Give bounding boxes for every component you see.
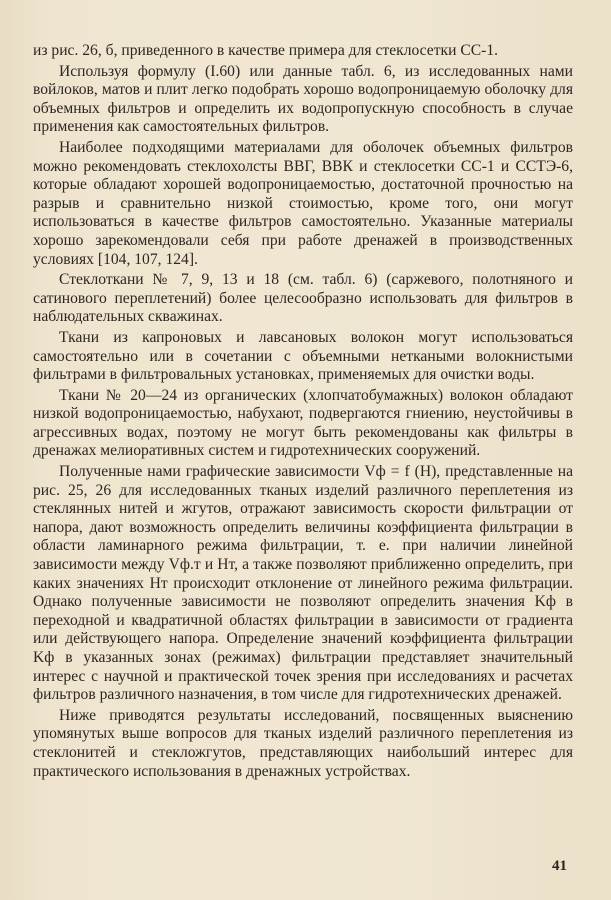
paragraph-continuation: из рис. 26, б, приведенного в качестве примера для стеклосетки СС-1. xyxy=(33,42,499,59)
paragraph: Полученные нами графические зависимости Vф = f (H), представленные на рис. 25, 26 для исследованных тканых изделий различного переплетения из стеклянных нитей и жгутов, отражают зависимость скорости фильтрации от напора, дают возможность определить величины коэффициента фильтрации в области ламинарного режима фильтрации, т. е. при наличии линейной зависимости между Vф.т и Hт, а также позволяют приближенно определить, при каких значениях Hт происходит отклонение от линейного режима фильтрации. Однако полученные зависимости не позволяют определить значения Kф в переходной и квадратичной областях фильтрации в зависимости от градиента или действующего напора. Определение значений коэффициента фильтрации Kф в указанных зонах (режимах) фильтрации представляет значительный интерес с научной и практической точек зрения при исследованиях и расчетах фильтров различного назначения, в том числе для гидротехнических дренажей. xyxy=(33,463,573,704)
page-number: 41 xyxy=(552,858,567,874)
paragraph: Ткани № 20—24 из органических (хлопчатобумажных) волокон обладают низкой водопроницаемостью, набухают, подвергаются гниению, неустойчивы в агрессивных водах, поэтому не могут быть рекомендованы как фильтры в дренажах мелиоративных систем и гидротехнических сооружений. xyxy=(33,386,573,460)
paragraph: Ткани из капроновых и лавсановых волокон могут использоваться самостоятельно или в сочетании с объемными неткаными волокнистыми фильтрами в фильтровальных установках, применяемых для очистки воды. xyxy=(33,328,573,384)
paragraph: Наиболее подходящими материалами для оболочек объемных фильтров можно рекомендовать стеклохолсты ВВГ, ВВК и стеклосетки СС-1 и ССТЭ-6, которые обладают хорошей водопроницаемостью, достаточной прочностью на разрыв и сравнительно низкой стоимостью, кроме того, они могут использоваться в качестве фильтров самостоятельно. Указанные материалы хорошо зарекомендовали себя при работе дренажей в производственных условиях [104, 107, 124]. xyxy=(33,138,573,268)
paragraph: Ниже приводятся результаты исследований, посвященных выяснению упомянутых выше вопросов для тканых изделий различного переплетения из стеклонитей и стекложгутов, представляющих наибольший интерес для практического использования в дренажных устройствах. xyxy=(33,706,573,780)
paragraph: Стеклоткани № 7, 9, 13 и 18 (см. табл. 6) (саржевого, полотняного и сатинового переплетений) более целесообразно использовать для фильтров в наблюдательных скважинах. xyxy=(33,271,573,326)
paragraph: Используя формулу (I.60) или данные табл. 6, из исследованных нами войлоков, матов и плит легко подобрать хорошо водопроницаемую оболочку для объемных фильтров и определить их водопропускную способность в случае применения как самостоятельных фильтров. xyxy=(33,62,573,136)
body-text xyxy=(33,42,573,781)
